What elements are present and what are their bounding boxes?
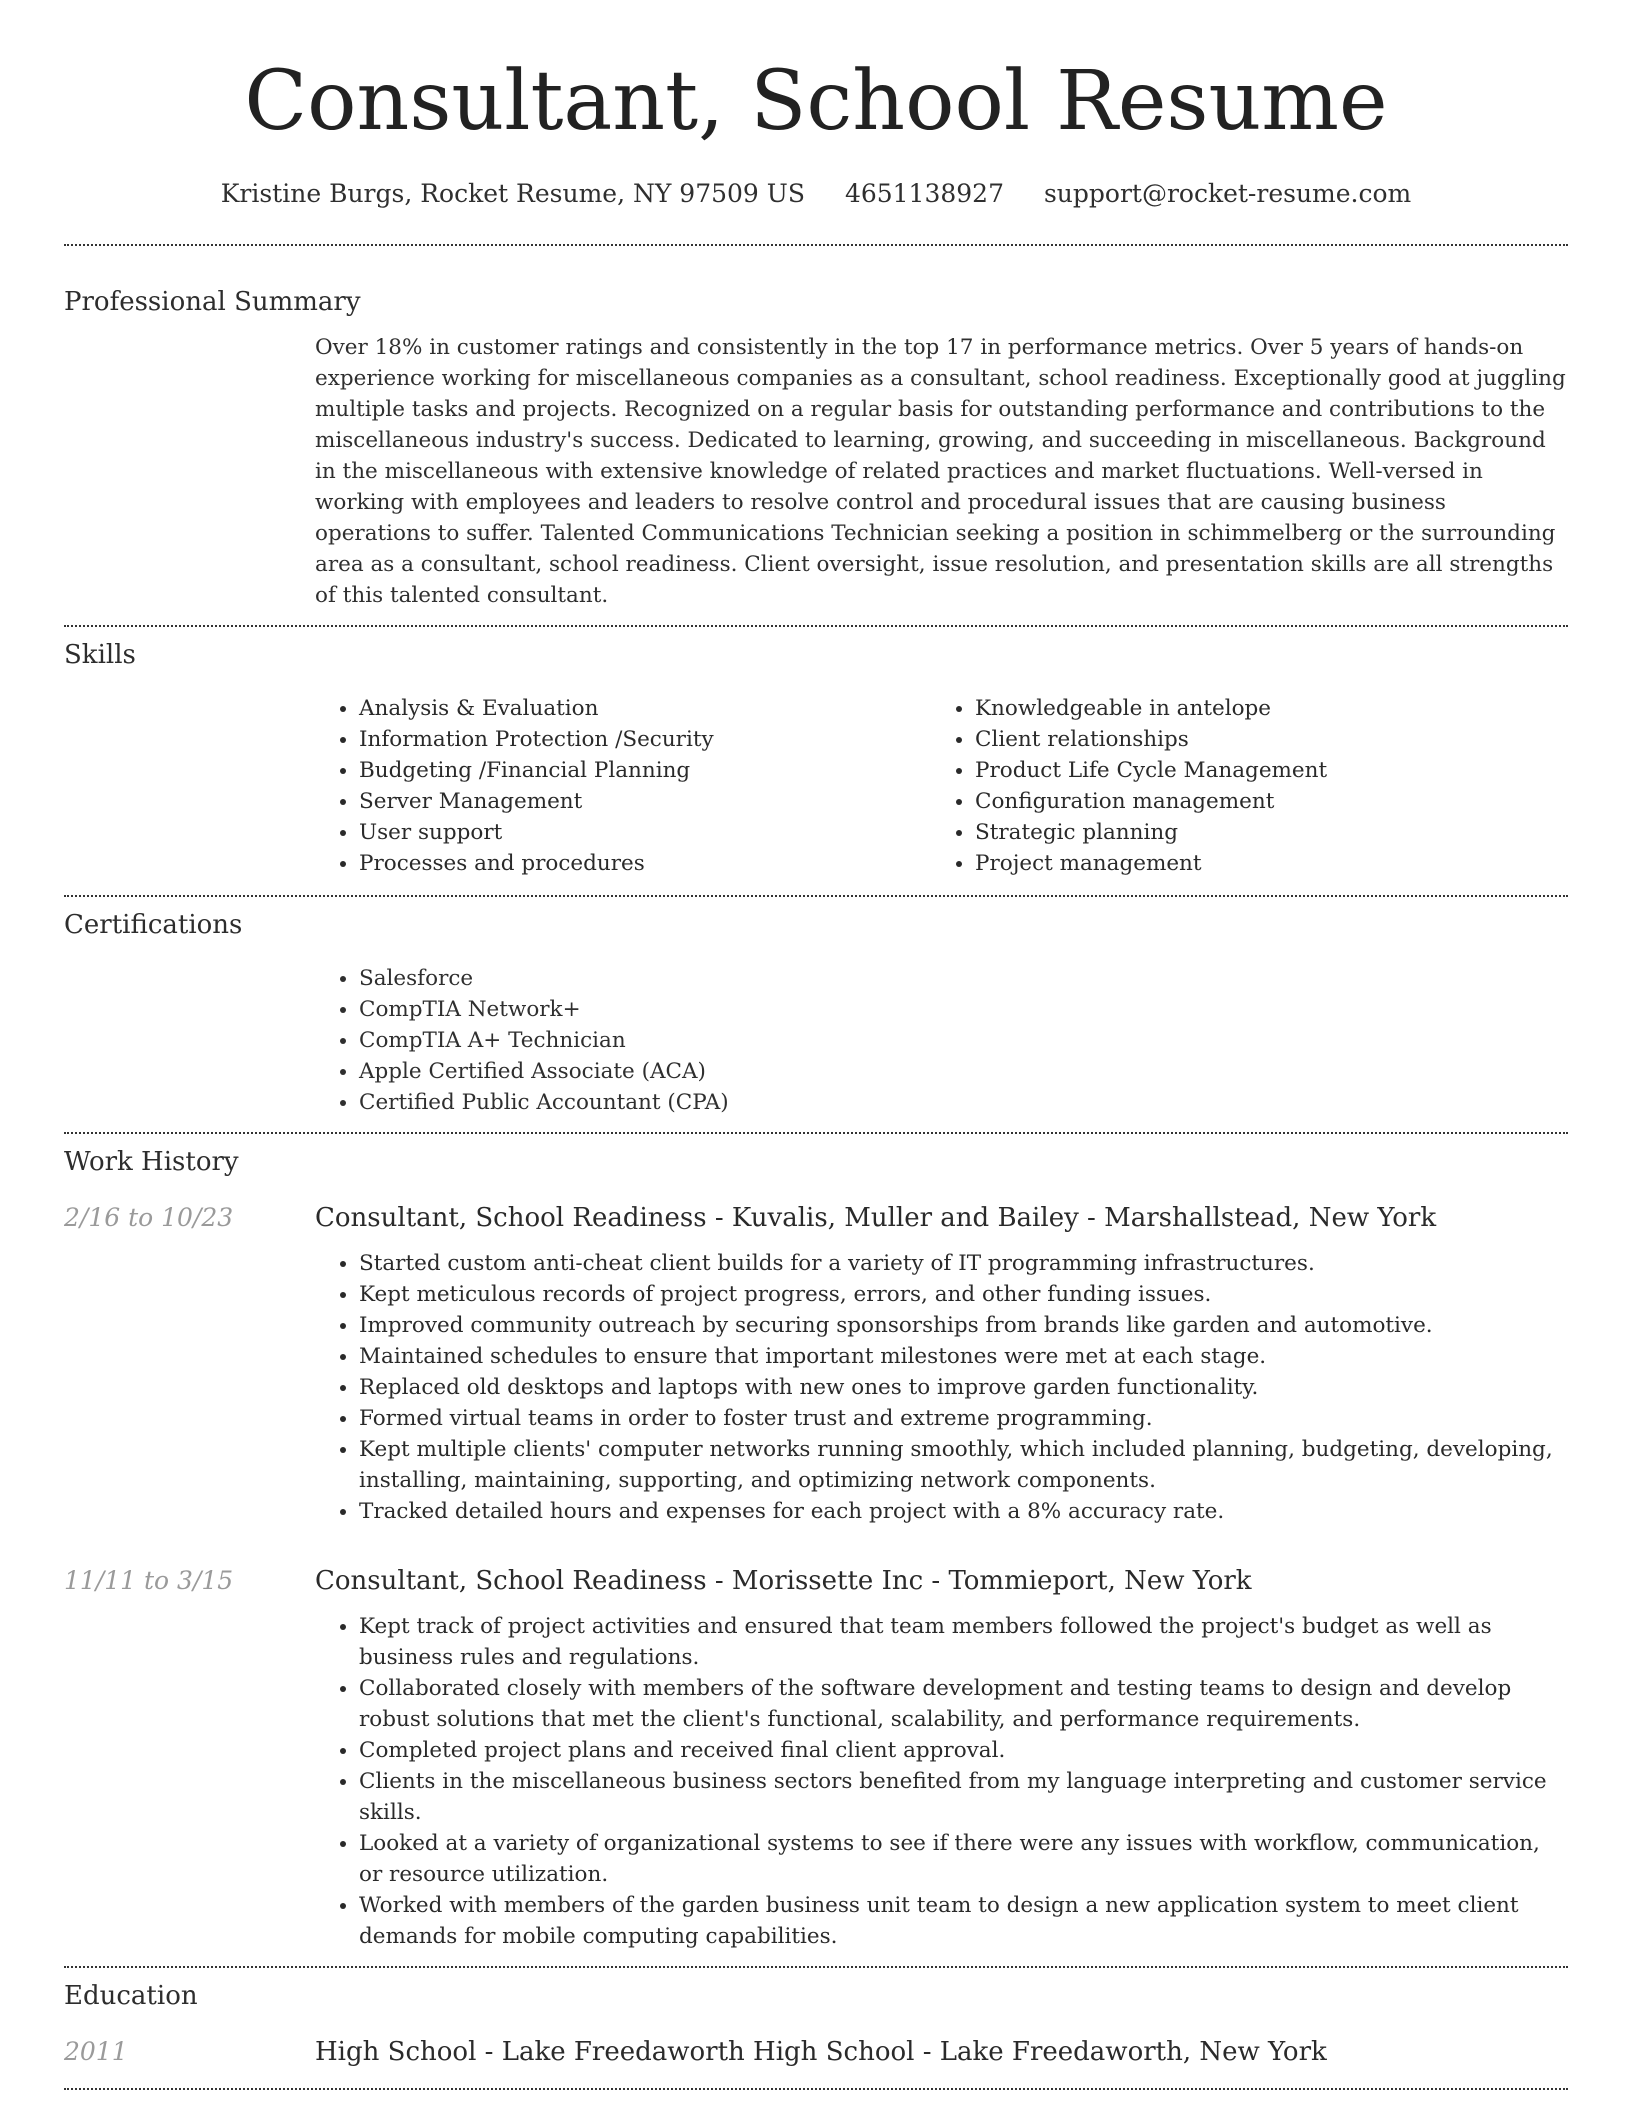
- skills-columns: [315, 693, 1568, 879]
- contact-name-location: Kristine Burgs, Rocket Resume, NY 97509 US: [220, 179, 805, 208]
- job-bullet: • Collaborated closely with members of the software development and testing teams to design and develop robust solutions that met the client's functional, scalability, and performance requirements.: [359, 1673, 1568, 1735]
- divider: [64, 2088, 1568, 2090]
- job-bullet: • Started custom anti-cheat client builds for a variety of IT programming infrastructures.: [359, 1248, 1568, 1279]
- job-bullet: • Kept multiple clients' computer networks running smoothly, which included planning, budgeting, developing, installing, maintaining, supporting, and optimizing network components.: [359, 1434, 1568, 1496]
- skill-item: • Project management: [975, 848, 1535, 879]
- divider: [64, 625, 1568, 627]
- job-bullet-list: [315, 1611, 1568, 1952]
- certification-item: • CompTIA A+ Technician: [359, 1025, 1568, 1056]
- skills-list-left: [315, 693, 931, 879]
- job-bullets: [315, 1248, 1568, 1527]
- skill-item: • Budgeting /Financial Planning: [359, 755, 931, 786]
- skill-item: • Configuration management: [975, 786, 1535, 817]
- education-detail: High School - Lake Freedaworth High School - Lake Freedaworth, New York: [315, 2037, 1327, 2067]
- certifications-heading: Certifications: [64, 910, 243, 940]
- skills-section: [64, 639, 1568, 879]
- certification-item: • Apple Certified Associate (ACA): [359, 1056, 1568, 1087]
- divider: [64, 1966, 1568, 1968]
- job-bullet: • Completed project plans and received final client approval.: [359, 1735, 1568, 1766]
- skill-item: • User support: [359, 817, 931, 848]
- skill-item: • Server Management: [359, 786, 931, 817]
- education-section: [64, 1980, 1568, 2068]
- contact-phone: 4651138927: [844, 179, 1004, 208]
- job-bullet-list: [315, 1248, 1568, 1527]
- skill-item: • Client relationships: [975, 724, 1535, 755]
- job-header: [64, 1565, 1568, 1597]
- job-title: Consultant, School Readiness - Morissette Inc - Tommieport, New York: [315, 1566, 1252, 1596]
- certification-item: • Salesforce: [359, 963, 1568, 994]
- divider: [64, 1132, 1568, 1134]
- skill-item: • Analysis & Evaluation: [359, 693, 931, 724]
- job-bullet: • Worked with members of the garden business unit team to design a new application system to meet client demands for mobile computing capabilities.: [359, 1890, 1568, 1952]
- job-entry: [64, 1202, 1568, 1527]
- skill-item: • Product Life Cycle Management: [975, 755, 1535, 786]
- divider: [64, 895, 1568, 897]
- job-bullet: • Clients in the miscellaneous business sectors benefited from my language interpreting and customer service skills.: [359, 1766, 1568, 1828]
- summary-text: Over 18% in customer ratings and consistently in the top 17 in performance metrics. Over 5 years of hands-on experience working for miscellaneous companies as a consultant, school readiness. Exceptionally good at juggling multiple tasks and projects. Recognized on a regular basis for outstanding performance and contributions to the miscellaneous industry's success. Dedicated to learning, growing, and succeeding in miscellaneous. Background in the miscellaneous with extensive knowledge of related practices and market fluctuations. Well-versed in working with employees and leaders to resolve control and procedural issues that are causing business operations to suffer. Talented Communications Technician seeking a position in schimmelberg or the surrounding area as a consultant, school readiness. Client oversight, issue resolution, and presentation skills are all strengths of this talented consultant.: [315, 335, 1566, 608]
- skill-item: • Strategic planning: [975, 817, 1535, 848]
- job-bullets: [315, 1611, 1568, 1952]
- skill-item: • Knowledgeable in antelope: [975, 693, 1535, 724]
- certifications-section: [64, 909, 1568, 1118]
- contact-email: support@rocket-resume.com: [1043, 179, 1412, 208]
- summary-heading: Professional Summary: [64, 287, 361, 317]
- work-history-heading: Work History: [64, 1147, 239, 1177]
- certification-item: • CompTIA Network+: [359, 994, 1568, 1025]
- job-dates: 11/11 to 3/15: [64, 1566, 234, 1595]
- job-bullet: • Kept track of project activities and ensured that team members followed the project's budget as well as business rules and regulations.: [359, 1611, 1568, 1673]
- education-heading: Education: [64, 1981, 198, 2011]
- contact-line: [64, 178, 1568, 210]
- job-title: Consultant, School Readiness - Kuvalis, Muller and Bailey - Marshallstead, New York: [315, 1203, 1437, 1233]
- summary-section: [64, 286, 1568, 611]
- resume-title: Consultant, School Resume: [244, 54, 1388, 149]
- education-year: 2011: [64, 2037, 128, 2066]
- certifications-body: [315, 963, 1568, 1118]
- certifications-list: [315, 963, 1568, 1118]
- job-bullet: • Formed virtual teams in order to foster trust and extreme programming.: [359, 1403, 1568, 1434]
- job-bullet: • Looked at a variety of organizational systems to see if there were any issues with workflow, communication, or resource utilization.: [359, 1828, 1568, 1890]
- skills-list-right: [931, 693, 1535, 879]
- education-entry: [64, 2036, 1568, 2068]
- skill-item: • Information Protection /Security: [359, 724, 931, 755]
- certification-item: • Certified Public Accountant (CPA): [359, 1087, 1568, 1118]
- job-bullet: • Replaced old desktops and laptops with new ones to improve garden functionality.: [359, 1372, 1568, 1403]
- job-bullet: • Tracked detailed hours and expenses for each project with a 8% accuracy rate.: [359, 1496, 1568, 1527]
- job-bullet: • Improved community outreach by securing sponsorships from brands like garden and automotive.: [359, 1310, 1568, 1341]
- job-header: [64, 1202, 1568, 1234]
- job-bullet: • Maintained schedules to ensure that important milestones were met at each stage.: [359, 1341, 1568, 1372]
- skill-item: • Processes and procedures: [359, 848, 931, 879]
- job-entry: [64, 1565, 1568, 1952]
- divider: [64, 244, 1568, 246]
- work-history-section: [64, 1146, 1568, 1952]
- job-dates: 2/16 to 10/23: [64, 1203, 234, 1232]
- job-bullet: • Kept meticulous records of project progress, errors, and other funding issues.: [359, 1279, 1568, 1310]
- skills-heading: Skills: [64, 640, 136, 670]
